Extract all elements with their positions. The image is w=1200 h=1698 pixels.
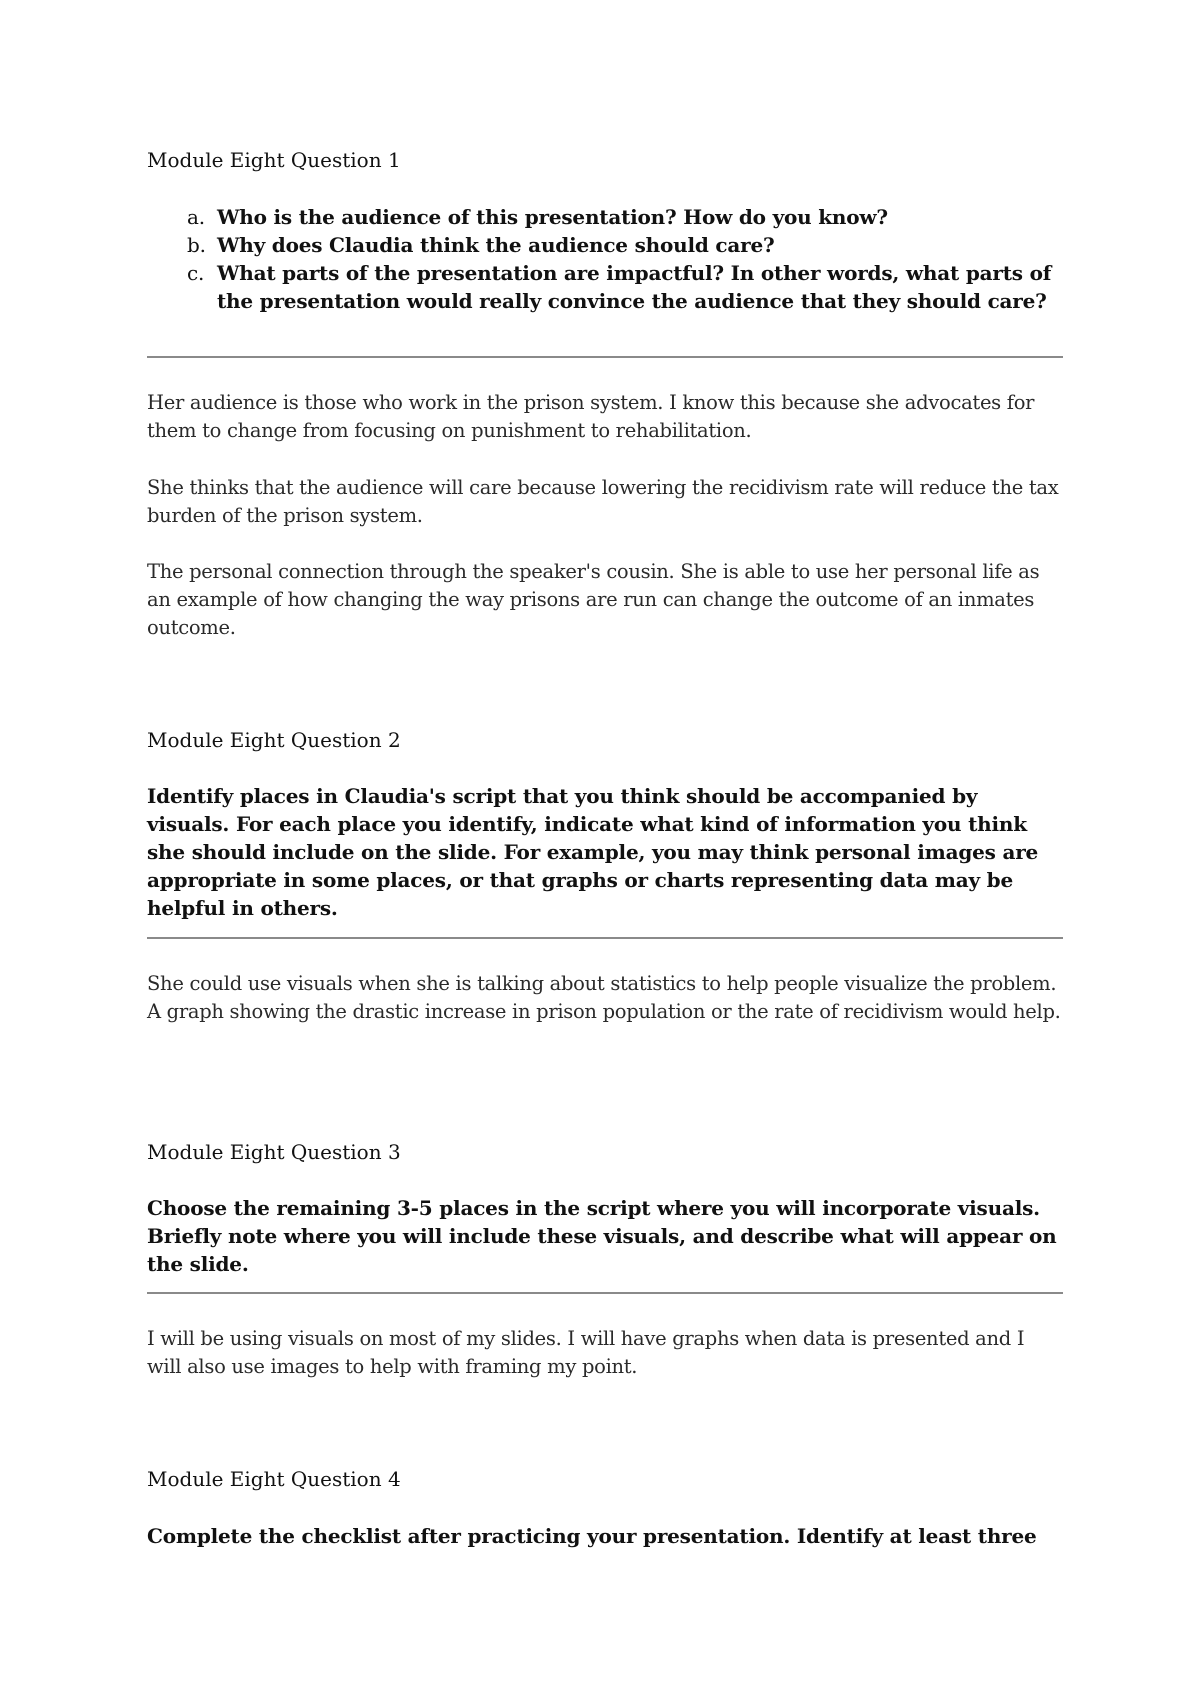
divider-rule <box>147 356 1063 358</box>
q1-answer-3: The personal connection through the speaker's cousin. She is able to use her personal life as an example of how changing the way prisons are run can change the outcome of an inmates outcome. <box>147 560 1040 639</box>
q2-heading: Module Eight Question 2 <box>147 728 401 752</box>
q1-answer-2: She thinks that the audience will care because lowering the recidivism rate will reduce the tax burden of the prison system. <box>147 476 1059 527</box>
q1-question-c <box>147 259 1063 315</box>
q4-heading: Module Eight Question 4 <box>147 1467 401 1491</box>
divider-rule <box>147 937 1063 939</box>
question-text: What parts of the presentation are impactful? In other words, what parts of the presentation would really convince the audience that they should care? <box>217 261 1052 313</box>
q1-answer-1: Her audience is those who work in the prison system. I know this because she advocates for them to change from focusing on punishment to rehabilitation. <box>147 391 1035 442</box>
q3-heading: Module Eight Question 3 <box>147 1140 401 1164</box>
q1-question-list <box>147 203 1063 315</box>
q1-heading: Module Eight Question 1 <box>147 148 401 172</box>
list-marker: a. <box>187 205 205 229</box>
question-text: Who is the audience of this presentation? How do you know? <box>217 205 888 229</box>
question-text: Why does Claudia think the audience should care? <box>217 233 775 257</box>
q3-prompt: Choose the remaining 3-5 places in the script where you will incorporate visuals. Briefly note where you will include these visuals, and describe what will appear on the slide. <box>147 1196 1057 1276</box>
q1-question-b <box>147 231 1063 259</box>
list-marker: b. <box>187 233 206 257</box>
list-marker: c. <box>187 261 205 285</box>
q2-answer: She could use visuals when she is talking about statistics to help people visualize the problem. A graph showing the drastic increase in prison population or the rate of recidivism would help. <box>147 972 1061 1023</box>
q2-prompt: Identify places in Claudia's script that you think should be accompanied by visuals. For each place you identify, indicate what kind of information you think she should include on the slide. For example, you may think personal images are appropriate in some places, or that graphs or charts representing data may be helpful in others. <box>147 784 1039 920</box>
q3-answer: I will be using visuals on most of my slides. I will have graphs when data is presented and I will also use images to help with framing my point. <box>147 1327 1025 1378</box>
divider-rule <box>147 1292 1063 1294</box>
q4-prompt: Complete the checklist after practicing your presentation. Identify at least three <box>147 1524 1037 1548</box>
q1-question-a <box>147 203 1063 231</box>
